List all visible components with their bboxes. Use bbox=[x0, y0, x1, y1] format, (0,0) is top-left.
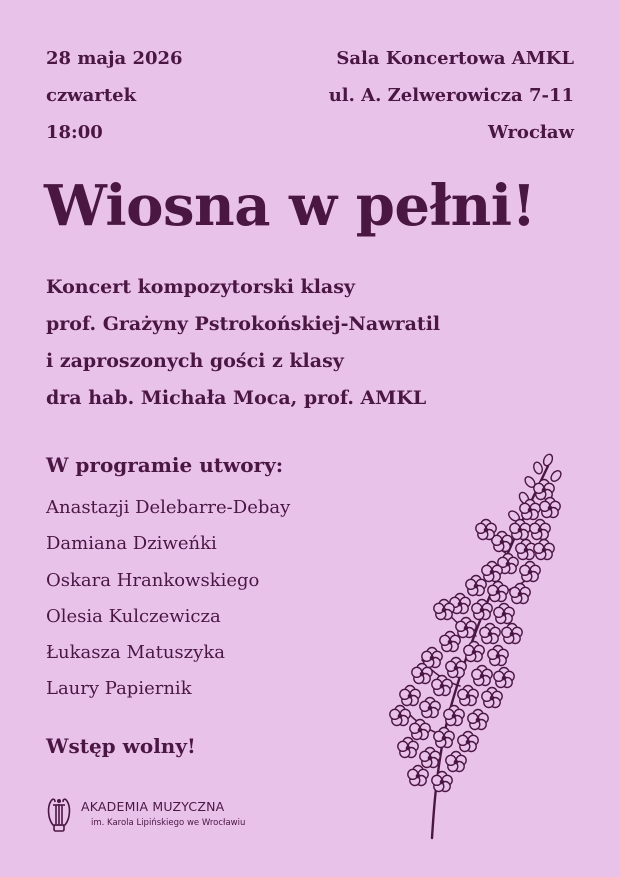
academy-logo bbox=[45, 795, 305, 841]
description-line: prof. Grażyny Pstrokońskiej-Nawratil bbox=[46, 313, 441, 335]
composer-item: Damiana Dziweńki bbox=[46, 533, 217, 555]
event-date: 28 maja 2026 bbox=[46, 48, 183, 69]
lyre-icon bbox=[45, 795, 73, 835]
composer-list bbox=[46, 490, 290, 708]
event-time: 18:00 bbox=[46, 122, 103, 143]
venue-hall: Sala Koncertowa AMKL bbox=[336, 48, 574, 69]
composer-item: Łukasza Matuszyka bbox=[46, 642, 225, 664]
concert-description bbox=[46, 269, 440, 417]
free-entry-note: Wstęp wolny! bbox=[46, 734, 196, 758]
composer-item: Laury Papiernik bbox=[46, 678, 192, 700]
venue-city: Wrocław bbox=[488, 122, 574, 143]
academy-name: AKADEMIA MUZYCZNA bbox=[81, 799, 225, 814]
description-line: Koncert kompozytorski klasy bbox=[46, 276, 355, 298]
composer-item: Anastazji Delebarre-Debay bbox=[46, 497, 291, 518]
description-line: i zaproszonych gości z klasy bbox=[46, 350, 344, 372]
event-datetime bbox=[46, 40, 183, 151]
description-line: dra hab. Michała Moca, prof. AMKL bbox=[46, 387, 427, 409]
program-heading: W programie utwory: bbox=[46, 453, 284, 477]
composer-item: Olesia Kulczewicza bbox=[46, 605, 221, 627]
academy-subtitle: im. Karola Lipińskiego we Wrocławiu bbox=[91, 818, 246, 828]
lilac-branch-icon bbox=[380, 446, 580, 846]
event-venue bbox=[329, 40, 574, 151]
poster-title: Wiosna w pełni! bbox=[44, 173, 536, 239]
event-weekday: czwartek bbox=[46, 85, 137, 106]
venue-street: ul. A. Zelwerowicza 7-11 bbox=[328, 85, 574, 106]
composer-item: Oskara Hrankowskiego bbox=[46, 569, 260, 591]
